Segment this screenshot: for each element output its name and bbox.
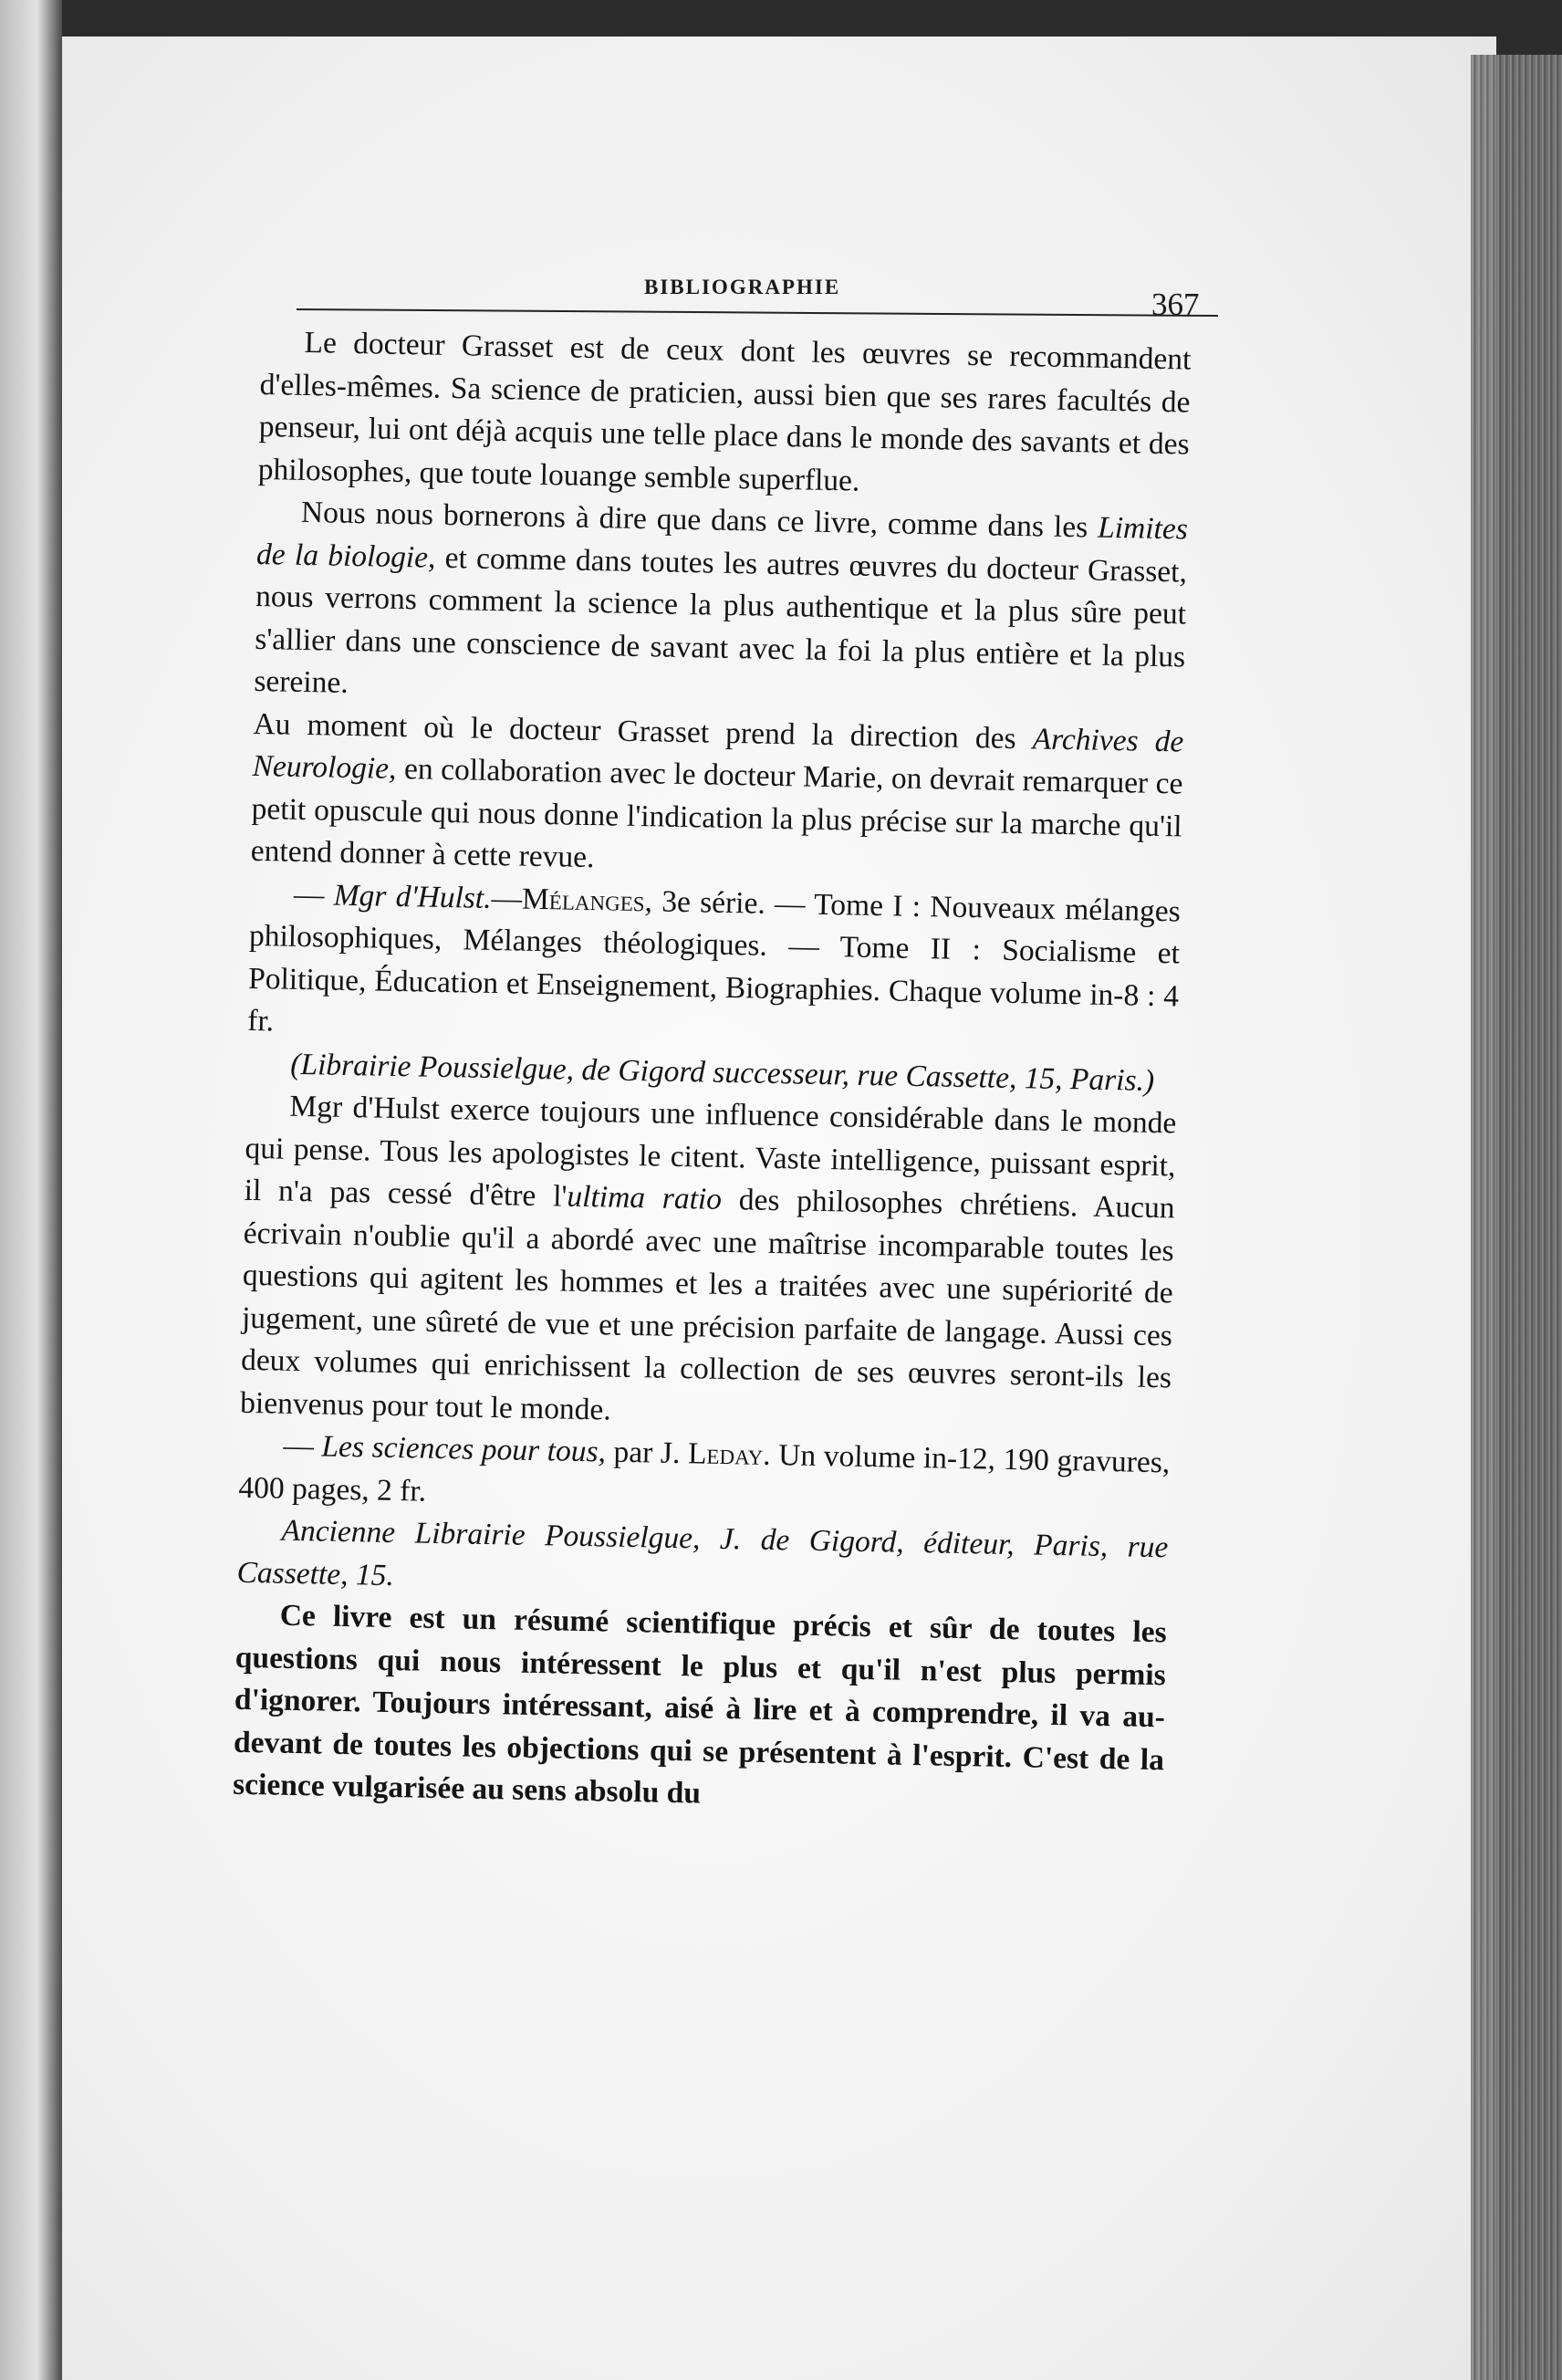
entry2-dash: —	[293, 877, 335, 913]
entry3-by: par J.	[605, 1435, 689, 1471]
para2-lead: Nous nous bornerons à dire que dans ce livre, comme dans les	[300, 495, 1099, 545]
paragraph-sciences-review: Ce livre est un résumé scientifique précis et sûr de toutes les questions qui nous intéressent le plus et qu'il n'est plus permis d'ignorer. Toujours intéressant, aisé à lire et à comprendre, il va au-devant de toutes les objections qui se présentent à l'esprit. C'est de la science vulgarisée au sens absolu du	[232, 1598, 1167, 1811]
entry3-publisher: Ancienne Librairie Poussielgue, J. de Gigord, éditeur, Paris, rue Cassette, 15.	[236, 1513, 1169, 1592]
previous-page-edge	[0, 0, 62, 2380]
book-title-limites: Limites de la biologie,	[255, 510, 1189, 575]
bibliography-entry-melanges	[247, 872, 1181, 1060]
page-body	[233, 321, 1192, 1824]
entry3-title: Les sciences pour tous,	[321, 1429, 607, 1469]
entry2-author: Mgr d'Hulst.	[333, 878, 492, 915]
para4-rest: des philosophes chrétiens. Aucun écrivain n'oublie qu'il a abordé avec une maîtrise incomparable toutes les questions qui agitent les hommes et les a traitées avec une supériorité de jugement, une sûreté de vue et une précision parfaite de langage. Aussi ces deux volumes qui enrichissent la collection de ses œuvres seront-ils les bienvenus pour tout le monde.	[239, 1182, 1175, 1427]
para4-lead: Mgr d'Hulst exerce toujours une influence considérable dans le monde qui pense. Tous les apologistes le citent. Vaste intelligence, puissant esprit, il n'a pas cessé d'être l'	[244, 1089, 1177, 1214]
page-number: 367	[1151, 287, 1200, 322]
entry3-author: Leday.	[687, 1436, 771, 1472]
running-header: BIBLIOGRAPHIE	[644, 276, 841, 298]
paragraph-grasset-intro: Le docteur Grasset est de ceux dont les œuvres se recommandent d'elles-mêmes. Sa science de praticien, aussi bien que ses rares facultés de penseur, lui ont déjà acquis une telle place dans le monde des savants et des philosophes, que toute louange semble superflue.	[257, 325, 1192, 498]
paragraph-archives	[250, 703, 1183, 891]
entry2-details: 3e série. — Tome I : Nouveaux mélanges philosophiques, Mélanges théologiques. — Tome II : Socialisme et Politique, Éducation et Enseignement, Biographies. Chaque volume in-8 : 4 fr.	[246, 883, 1182, 1039]
para3-lead: Au moment où le docteur Grasset prend la direction des	[253, 706, 1034, 756]
paragraph-limites	[254, 491, 1188, 721]
entry3-details: Un volume in-12, 190 gravures, 400 pages, 2 fr.	[238, 1437, 1171, 1508]
entry2-title: —Mélanges,	[491, 881, 653, 918]
entry2-publisher: (Librairie Poussielgue, de Gigord successeur, rue Cassette, 15, Paris.)	[290, 1047, 1155, 1098]
phrase-ultima-ratio: ultima ratio	[567, 1179, 723, 1216]
para3-rest: en collaboration avec le docteur Marie, on devrait remarquer ce petit opuscule qui nous donne l'indication la plus précise sur la marche qu'il entend donner à cette revue.	[250, 751, 1183, 875]
journal-title: Archives de Neurologie,	[252, 721, 1184, 786]
page-stack-edge	[1471, 55, 1562, 2380]
para2-rest: et comme dans toutes les autres œuvres du docteur Grasset, nous verrons comment la science la plus authentique et la plus sûre peut s'allier dans une conscience de savant avec la foi la plus entière et la plus sereine.	[254, 540, 1188, 700]
entry3-dash: —	[282, 1428, 322, 1464]
paragraph-hulst	[240, 1085, 1177, 1443]
